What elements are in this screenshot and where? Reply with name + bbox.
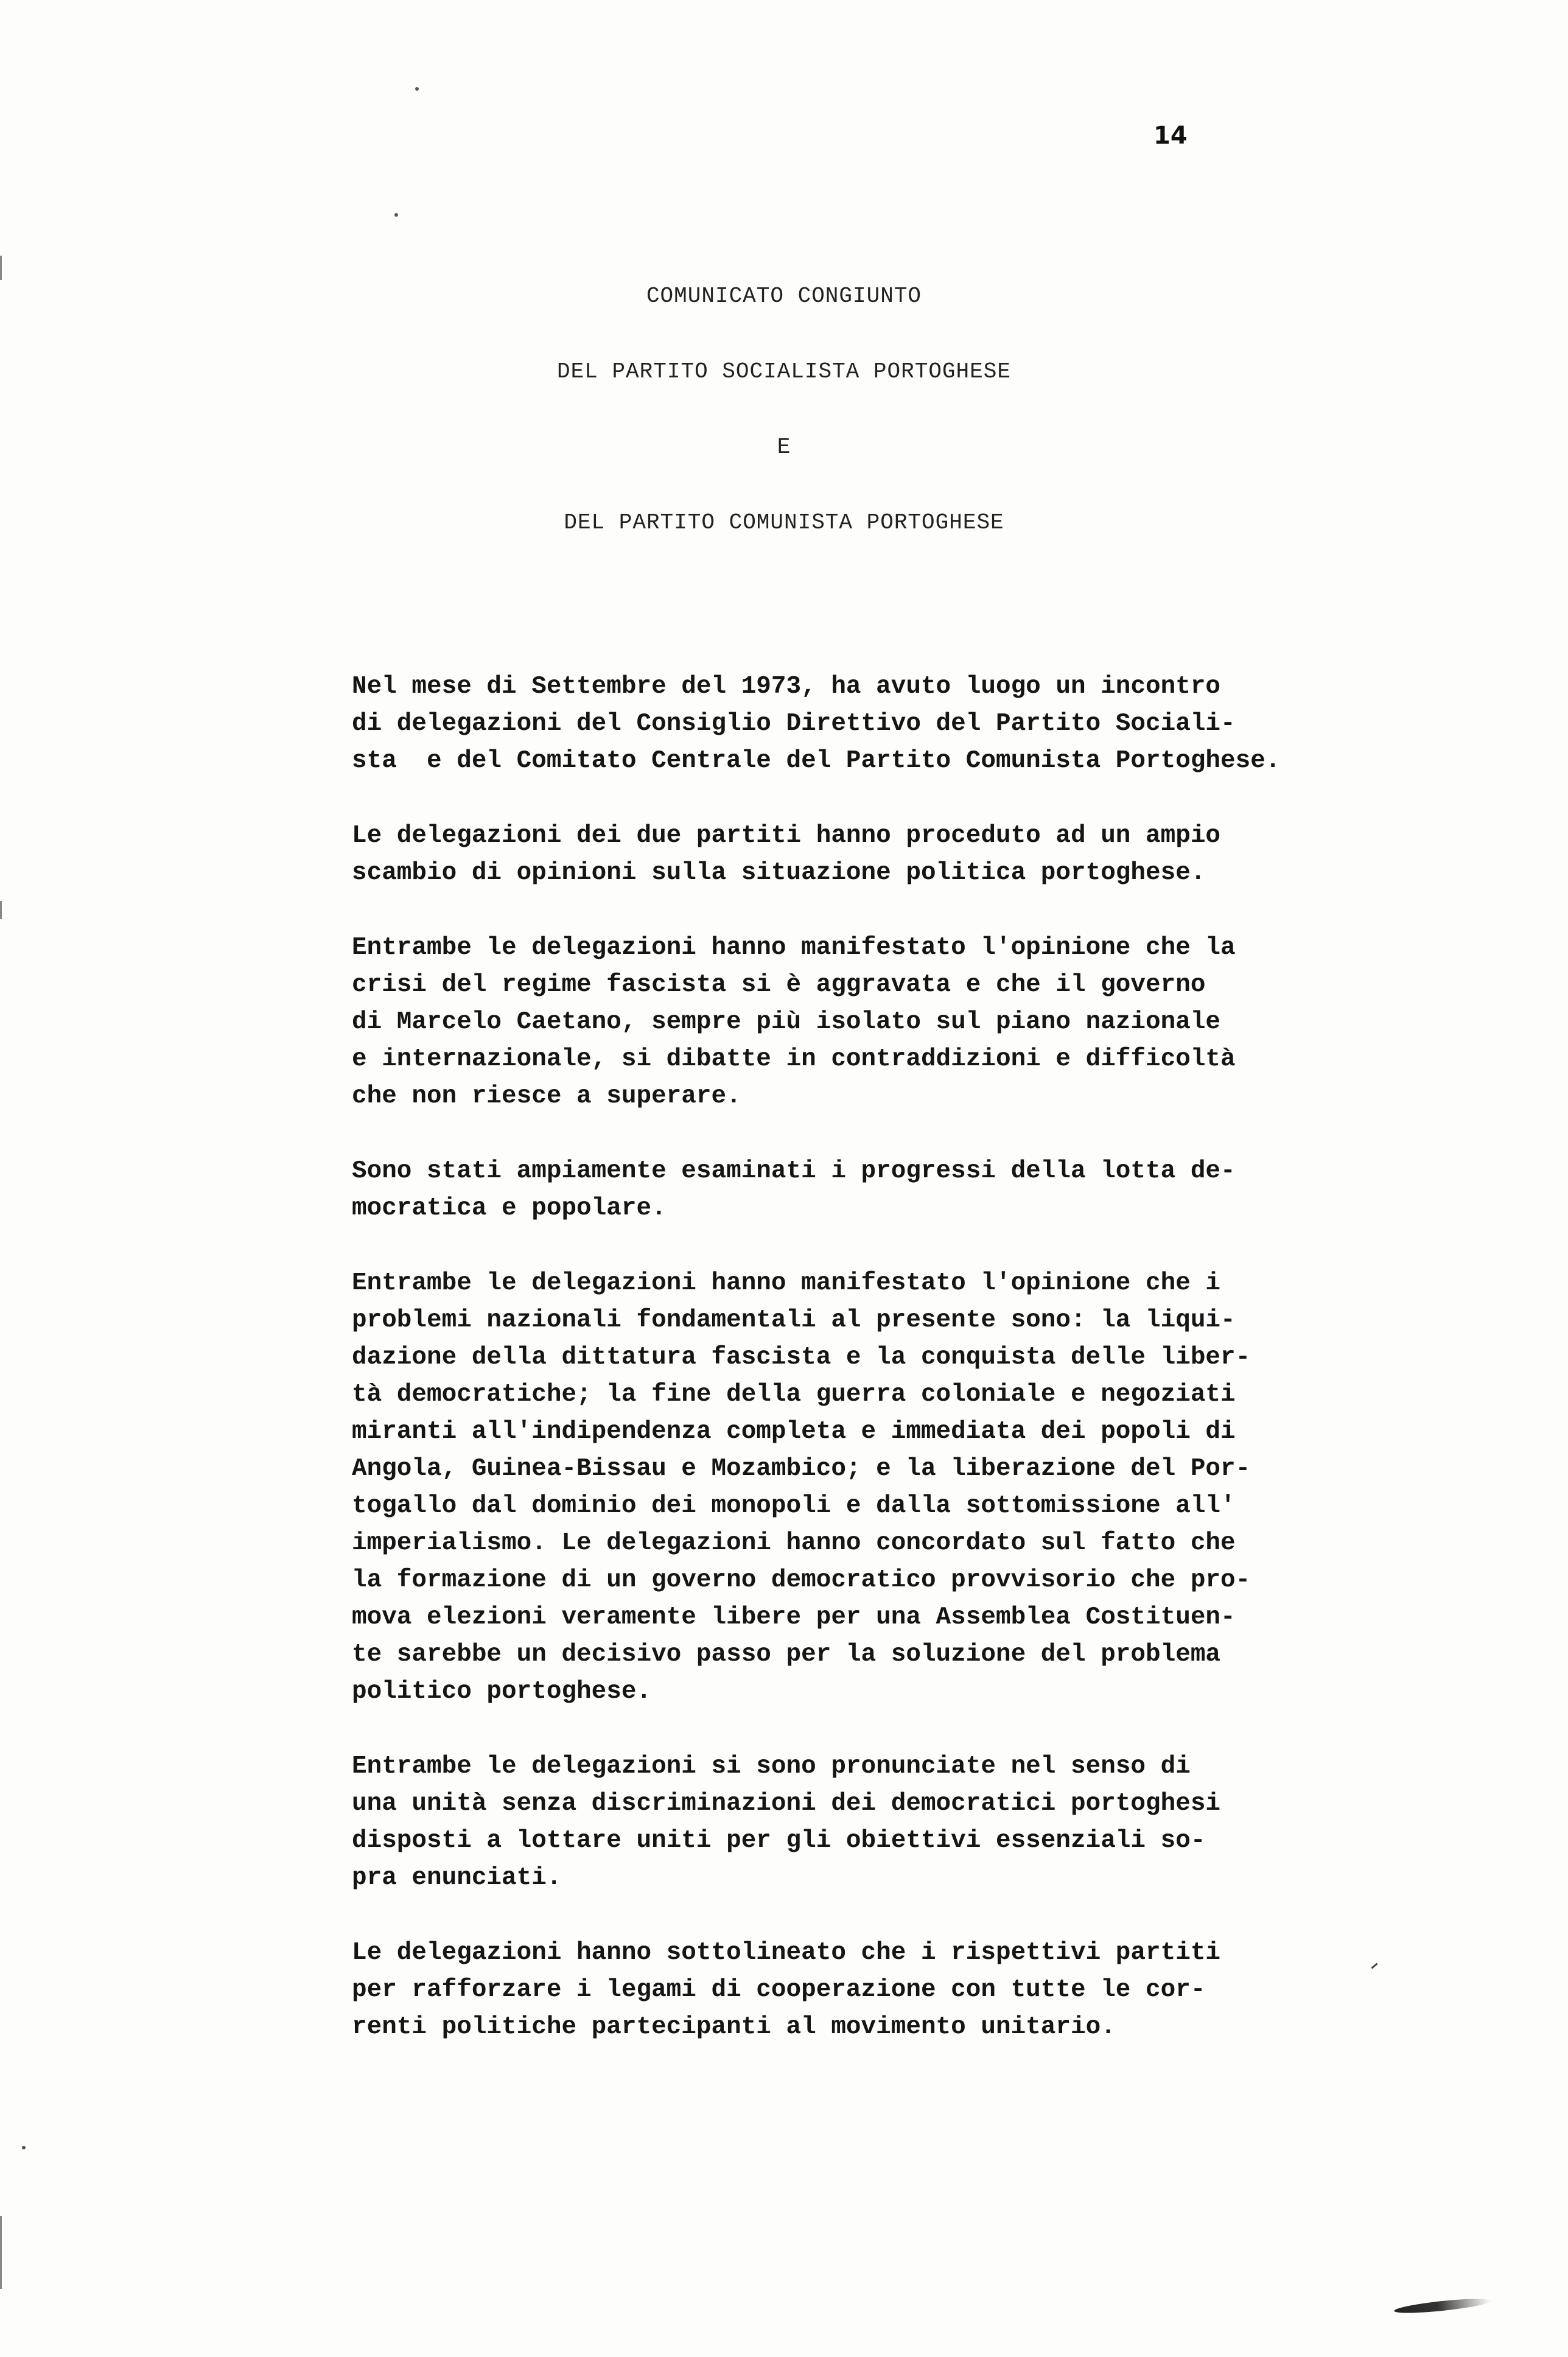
paragraph-progress: [352, 1153, 1350, 1227]
text-line: politico portoghese.: [352, 1678, 652, 1706]
heading-line-communist-party: DEL PARTITO COMUNISTA PORTOGHESE: [564, 510, 1004, 535]
text-line: te sarebbe un decisivo passo per la soluzione del problema: [352, 1641, 1221, 1669]
scan-edge-mark: [0, 256, 2, 280]
text-line: disposti a lottare uniti per gli obiettivi essenziali so-: [352, 1827, 1206, 1855]
scan-tick-mark: [1371, 1963, 1377, 1969]
text-line: Nel mese di Settembre del 1973, ha avuto luogo un incontro: [352, 673, 1221, 701]
text-line: di delegazioni del Consiglio Direttivo del Partito Sociali-: [352, 710, 1236, 738]
text-line: Le delegazioni dei due partiti hanno proceduto ad un ampio: [352, 822, 1221, 850]
text-line: miranti all'indipendenza completa e immediata dei popoli di: [352, 1418, 1236, 1446]
text-line: Entrambe le delegazioni hanno manifestato l'opinione che la: [352, 934, 1236, 962]
paragraph-national-problems: [352, 1265, 1350, 1711]
ink-smudge: [1394, 2296, 1492, 2316]
text-line: mova elezioni veramente libere per una Assemblea Costituen-: [352, 1603, 1236, 1631]
text-line: Entrambe le delegazioni si sono pronunciate nel senso di: [352, 1753, 1191, 1781]
communique-heading: [0, 259, 1568, 561]
text-line: Entrambe le delegazioni hanno manifestato l'opinione che i: [352, 1269, 1221, 1297]
text-line: e internazionale, si dibatte in contraddizioni e difficoltà: [352, 1045, 1236, 1073]
text-line: crisi del regime fascista si è aggravata e che il governo: [352, 971, 1206, 999]
scan-edge-mark: [0, 901, 2, 919]
paragraph-unity: [352, 1748, 1350, 1897]
paragraph-regime-crisis: [352, 930, 1350, 1115]
scan-speck: [22, 2146, 26, 2149]
scan-speck: [415, 87, 419, 91]
scan-edge-mark: [0, 2216, 2, 2289]
heading-line-conjunction: E: [777, 435, 791, 460]
text-line: scambio di opinioni sulla situazione politica portoghese.: [352, 859, 1206, 887]
text-line: una unità senza discriminazioni dei democratici portoghesi: [352, 1790, 1221, 1818]
scan-speck: [394, 213, 398, 217]
text-line: imperialismo. Le delegazioni hanno concordato sul fatto che: [352, 1529, 1236, 1557]
page-number: 14: [1153, 122, 1188, 150]
text-line: Sono stati ampiamente esaminati i progressi della lotta de-: [352, 1157, 1236, 1185]
heading-line-socialist-party: DEL PARTITO SOCIALISTA PORTOGHESE: [557, 359, 1011, 384]
text-line: tà democratiche; la fine della guerra coloniale e negoziati: [352, 1381, 1236, 1409]
text-line: di Marcelo Caetano, sempre più isolato sul piano nazionale: [352, 1008, 1221, 1036]
text-line: Le delegazioni hanno sottolineato che i rispettivi partiti: [352, 1939, 1221, 1967]
paragraph-cooperation: [352, 1935, 1350, 2046]
text-line: la formazione di un governo democratico provvisorio che pro-: [352, 1566, 1251, 1594]
text-line: Angola, Guinea-Bissau e Mozambico; e la liberazione del Por-: [352, 1455, 1251, 1483]
text-line: che non riesce a superare.: [352, 1082, 741, 1110]
text-line: dazione della dittatura fascista e la conquista delle liber-: [352, 1343, 1251, 1371]
text-line: problemi nazionali fondamentali al presente sono: la liqui-: [352, 1306, 1236, 1334]
text-line: sta e del Comitato Centrale del Partito Comunista Portoghese.: [352, 747, 1281, 775]
text-line: renti politiche partecipanti al movimento unitario.: [352, 2013, 1116, 2041]
text-line: pra enunciati.: [352, 1864, 562, 1892]
text-line: togallo dal dominio dei monopoli e dalla sottomissione all': [352, 1492, 1236, 1520]
paragraph-exchange: [352, 818, 1350, 892]
heading-line-title: COMUNICATO CONGIUNTO: [646, 284, 922, 309]
text-line: per rafforzare i legami di cooperazione con tutte le cor-: [352, 1976, 1206, 2004]
communique-body: [352, 668, 1350, 2084]
paragraph-meeting: [352, 668, 1350, 780]
text-line: mocratica e popolare.: [352, 1194, 667, 1222]
